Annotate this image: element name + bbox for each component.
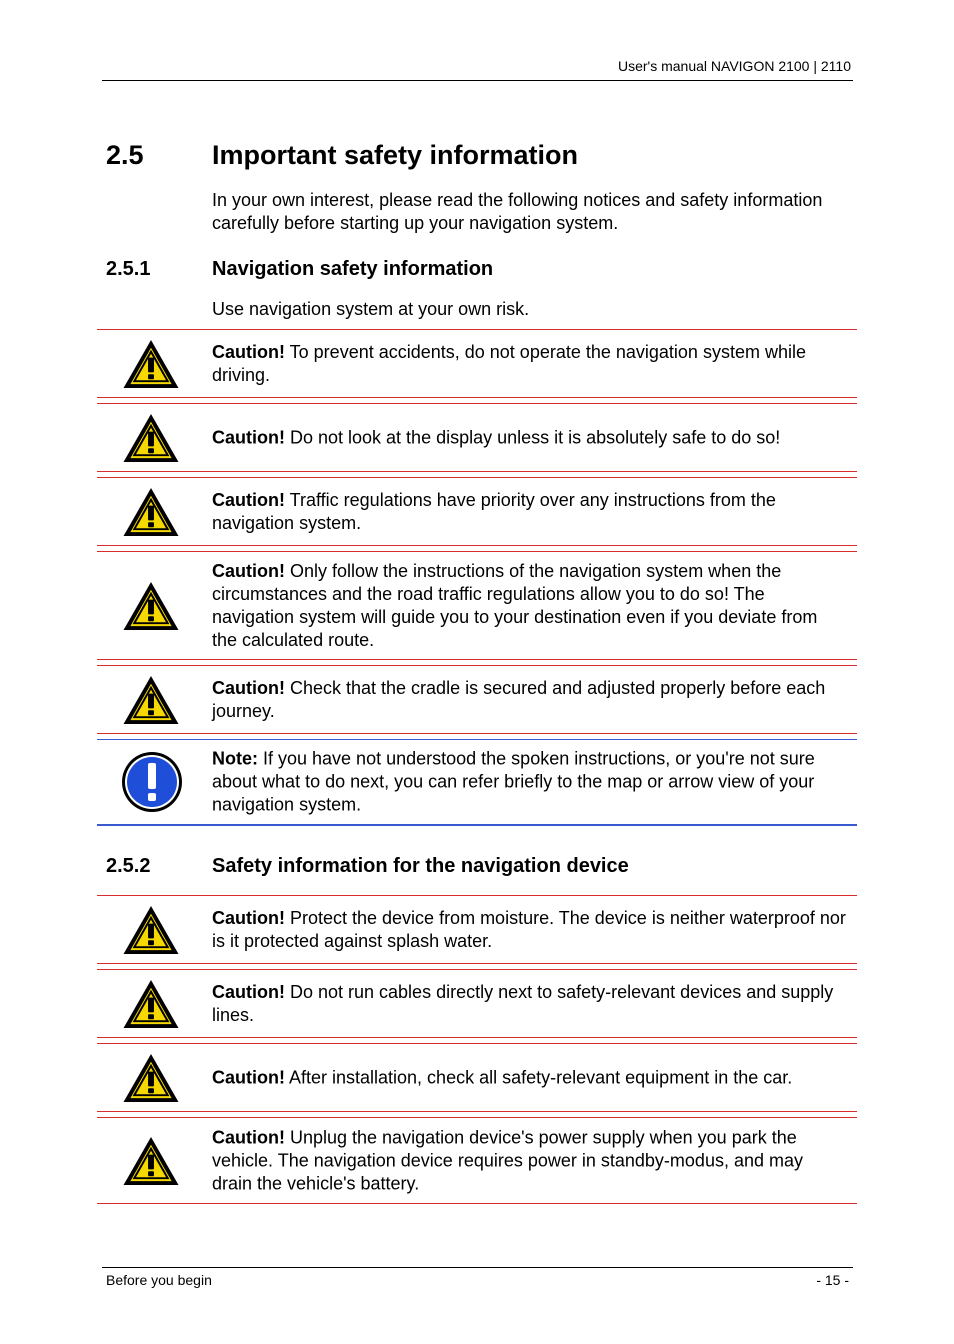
page-number: - 15 - — [816, 1272, 849, 1288]
notice-body: Protect the device from moisture. The device is neither waterproof nor is it protected against splash water. — [212, 907, 846, 951]
subsection-title: Safety information for the navigation device — [212, 855, 629, 877]
section-number: 2.5 — [106, 140, 144, 170]
caution-notice — [97, 969, 857, 1038]
notice-label: Caution! — [212, 427, 285, 447]
warning-triangle-icon — [121, 903, 181, 957]
notice-text — [212, 426, 847, 449]
caution-notice — [97, 329, 857, 398]
notice-body: If you have not understood the spoken instructions, or you're not sure about what to do next, you can refer briefly to the map or arrow view of your navigation system. — [212, 748, 815, 815]
warning-triangle-icon — [121, 337, 181, 391]
subsection-number: 2.5.2 — [106, 855, 151, 877]
notice-body: Only follow the instructions of the navigation system when the circumstances and the road traffic regulations allow you to do so! The navigation system will guide you to your destination even if you deviate from the calculated route. — [212, 560, 818, 650]
notice-body: Traffic regulations have priority over any instructions from the navigation system. — [212, 489, 776, 533]
warning-triangle-icon — [121, 1134, 181, 1188]
caution-notice — [97, 551, 857, 660]
notice-label: Caution! — [212, 1067, 285, 1087]
notice-label: Caution! — [212, 560, 285, 581]
footer-chapter: Before you begin — [106, 1272, 212, 1288]
notice-text — [212, 489, 847, 535]
notice-label: Note: — [212, 748, 258, 769]
caution-notice — [97, 1043, 857, 1112]
section-intro: In your own interest, please read the following notices and safety information carefully before starting up your navigation system. — [212, 190, 823, 233]
notice-body: To prevent accidents, do not operate the navigation system while driving. — [212, 341, 806, 385]
notice-text — [212, 907, 847, 953]
notice-label: Caution! — [212, 1127, 285, 1147]
caution-notice — [97, 477, 857, 546]
warning-triangle-icon — [121, 977, 181, 1031]
notice-label: Caution! — [212, 981, 285, 1002]
page-footer — [102, 1267, 853, 1288]
warning-triangle-icon — [121, 579, 181, 633]
warning-triangle-icon — [121, 673, 181, 727]
notice-body: Unplug the navigation device's power supply when you park the vehicle. The navigation device requires power in standby-modus, and may drain the vehicle's battery. — [212, 1127, 803, 1193]
warning-triangle-icon — [121, 1051, 181, 1105]
section-title: Important safety information — [212, 140, 579, 170]
subsection-intro: Use navigation system at your own risk. — [212, 299, 530, 319]
notice-text — [212, 981, 847, 1027]
caution-notice — [97, 895, 857, 964]
notice-label: Caution! — [212, 907, 285, 928]
subsection-number: 2.5.1 — [106, 258, 151, 280]
notice-body: After installation, check all safety-relevant equipment in the car. — [284, 1067, 793, 1087]
notice-text — [212, 560, 847, 652]
warning-triangle-icon — [121, 485, 181, 539]
exclamation-circle-icon — [121, 751, 183, 813]
notice-text — [212, 341, 847, 387]
warning-triangle-icon — [121, 411, 181, 465]
notice-label: Caution! — [212, 489, 285, 510]
note-notice — [97, 739, 857, 826]
notice-text — [212, 677, 847, 723]
notice-label: Caution! — [212, 677, 285, 698]
notice-text — [212, 748, 847, 817]
caution-notice — [97, 403, 857, 472]
caution-notice — [97, 665, 857, 734]
notice-label: Caution! — [212, 341, 285, 362]
notice-text — [212, 1126, 847, 1195]
notice-body: Do not look at the display unless it is absolutely safe to do so! — [284, 427, 781, 447]
header-text: User's manual NAVIGON 2100 | 2110 — [617, 58, 851, 74]
notice-body: Check that the cradle is secured and adjusted properly before each journey. — [212, 677, 826, 721]
subsection-title: Navigation safety information — [212, 258, 494, 280]
caution-notice — [97, 1117, 857, 1204]
notice-text — [212, 1066, 847, 1089]
page-header — [102, 56, 853, 81]
notice-body: Do not run cables directly next to safety-relevant devices and supply lines. — [212, 981, 834, 1025]
